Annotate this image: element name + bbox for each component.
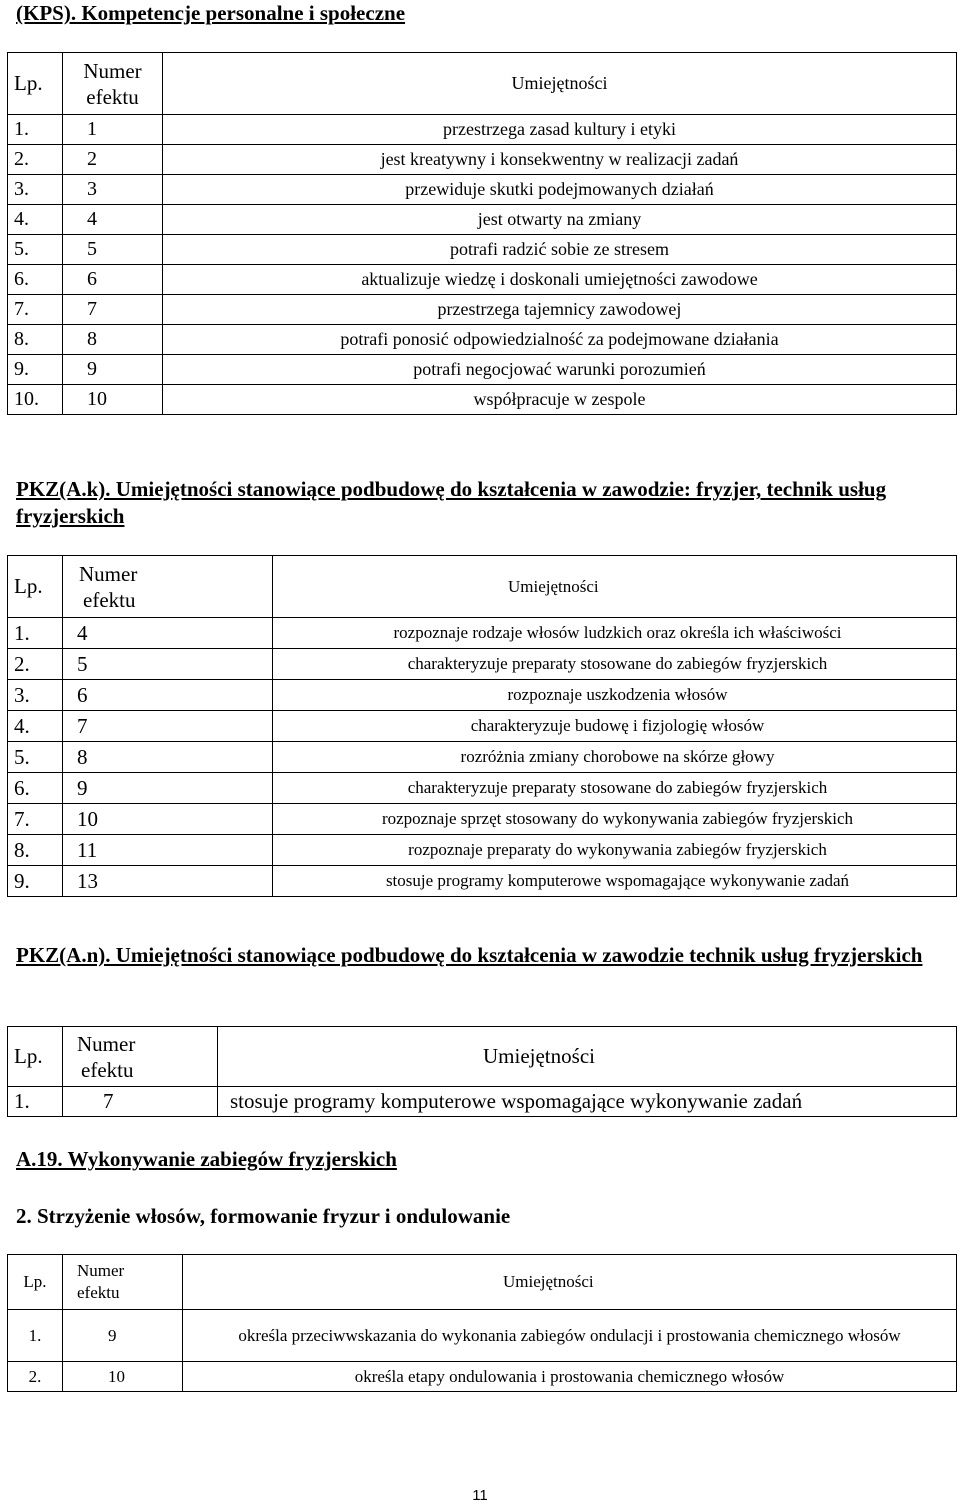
row-lp: 7. (8, 804, 63, 835)
row-number: 10 (63, 1362, 183, 1392)
table-row (8, 235, 957, 265)
table-pkz-an (7, 1026, 957, 1117)
row-skill: stosuje programy komputerowe wspomagające wykonywanie zadań (273, 866, 957, 897)
row-lp: 1. (8, 1310, 63, 1362)
row-number: 11 (63, 835, 273, 866)
row-skill: potrafi negocjować warunki porozumień (163, 355, 957, 385)
table-row (8, 742, 957, 773)
row-number: 5 (63, 649, 273, 680)
row-skill: przestrzega tajemnicy zawodowej (163, 295, 957, 325)
row-number: 8 (63, 742, 273, 773)
row-skill: jest kreatywny i konsekwentny w realizacji zadań (163, 145, 957, 175)
header-skill: Umiejętności (273, 556, 957, 618)
row-lp: 2. (8, 145, 63, 175)
header-lp: Lp. (8, 53, 63, 115)
table-row (8, 618, 957, 649)
table-row (8, 773, 957, 804)
section-heading-kps: (KPS). Kompetencje personalne i społeczne (16, 1, 406, 25)
row-skill: aktualizuje wiedzę i doskonali umiejętności zawodowe (163, 265, 957, 295)
header-number (63, 1027, 218, 1087)
row-number: 7 (63, 295, 163, 325)
header-lp: Lp. (8, 556, 63, 618)
table-row (8, 1310, 957, 1362)
row-number: 9 (63, 355, 163, 385)
row-number: 8 (63, 325, 163, 355)
row-skill: stosuje programy komputerowe wspomagające wykonywanie zadań (218, 1087, 957, 1117)
table-row (8, 1087, 957, 1117)
table-row (8, 355, 957, 385)
row-skill: rozpoznaje uszkodzenia włosów (273, 680, 957, 711)
row-lp: 10. (8, 385, 63, 415)
section-heading-a19: A.19. Wykonywanie zabiegów fryzjerskich (16, 1147, 397, 1171)
row-number: 10 (63, 804, 273, 835)
header-lp: Lp. (8, 1255, 63, 1310)
row-skill: współpracuje w zespole (163, 385, 957, 415)
header-number-line2: efektu (77, 1283, 120, 1302)
header-number (63, 53, 163, 115)
table-row (8, 1362, 957, 1392)
row-skill: charakteryzuje preparaty stosowane do zabiegów fryzjerskich (273, 773, 957, 804)
row-number: 5 (63, 235, 163, 265)
row-skill: charakteryzuje budowę i fizjologię włosów (273, 711, 957, 742)
row-lp: 3. (8, 175, 63, 205)
header-number (63, 556, 273, 618)
header-number-line1: Numer (77, 1031, 136, 1056)
row-lp: 4. (8, 711, 63, 742)
table-row (8, 325, 957, 355)
page-number: 11 (472, 1487, 488, 1504)
table-a19 (7, 1254, 957, 1392)
row-lp: 4. (8, 205, 63, 235)
header-number-line2: efektu (86, 84, 139, 109)
header-skill: Umiejętności (163, 53, 957, 115)
table-row (8, 295, 957, 325)
row-number: 13 (63, 866, 273, 897)
row-skill: rozpoznaje rodzaje włosów ludzkich oraz określa ich właściwości (273, 618, 957, 649)
row-number: 4 (63, 618, 273, 649)
row-number: 9 (63, 1310, 183, 1362)
header-number-line2: efektu (83, 587, 136, 612)
row-lp: 3. (8, 680, 63, 711)
table-row (8, 866, 957, 897)
header-skill: Umiejętności (183, 1255, 957, 1310)
row-number: 7 (63, 1087, 218, 1117)
row-skill: charakteryzuje preparaty stosowane do zabiegów fryzjerskich (273, 649, 957, 680)
row-number: 6 (63, 680, 273, 711)
row-skill: jest otwarty na zmiany (163, 205, 957, 235)
row-skill: przewiduje skutki podejmowanych działań (163, 175, 957, 205)
header-number (63, 1255, 183, 1310)
header-number-line1: Numer (77, 1261, 125, 1280)
row-skill: rozróżnia zmiany chorobowe na skórze głowy (273, 742, 957, 773)
row-lp: 2. (8, 1362, 63, 1392)
row-lp: 8. (8, 325, 63, 355)
table-row (8, 804, 957, 835)
row-lp: 5. (8, 742, 63, 773)
row-number: 9 (63, 773, 273, 804)
table-row (8, 145, 957, 175)
section-heading-pkz-an: PKZ(A.n). Umiejętności stanowiące podbudowę do kształcenia w zawodzie technik usług fryzjerskich (16, 943, 923, 967)
row-lp: 1. (8, 1087, 63, 1117)
row-lp: 2. (8, 649, 63, 680)
row-skill: określa etapy ondulowania i prostowania chemicznego włosów (183, 1362, 957, 1392)
row-skill: potrafi ponosić odpowiedzialność za podejmowane działania (163, 325, 957, 355)
row-number: 6 (63, 265, 163, 295)
header-number-line1: Numer (83, 58, 142, 83)
row-skill: rozpoznaje preparaty do wykonywania zabiegów fryzjerskich (273, 835, 957, 866)
table-row (8, 385, 957, 415)
row-lp: 8. (8, 835, 63, 866)
header-number-line2: efektu (81, 1057, 134, 1082)
table-row (8, 115, 957, 145)
table-row (8, 680, 957, 711)
row-lp: 7. (8, 295, 63, 325)
table-row (8, 205, 957, 235)
table-row (8, 265, 957, 295)
row-lp: 6. (8, 773, 63, 804)
subsection-heading: 2. Strzyżenie włosów, formowanie fryzur i ondulowanie (16, 1204, 511, 1228)
row-lp: 5. (8, 235, 63, 265)
header-skill: Umiejętności (218, 1027, 957, 1087)
table-row (8, 835, 957, 866)
header-lp: Lp. (8, 1027, 63, 1087)
row-number: 4 (63, 205, 163, 235)
row-number: 1 (63, 115, 163, 145)
row-skill: określa przeciwwskazania do wykonania zabiegów ondulacji i prostowania chemicznego włosów (183, 1310, 957, 1362)
row-skill: przestrzega zasad kultury i etyki (163, 115, 957, 145)
table-row (8, 175, 957, 205)
row-number: 2 (63, 145, 163, 175)
table-pkz-ak (7, 555, 957, 897)
row-skill: rozpoznaje sprzęt stosowany do wykonywania zabiegów fryzjerskich (273, 804, 957, 835)
row-number: 3 (63, 175, 163, 205)
row-number: 7 (63, 711, 273, 742)
table-kps (7, 52, 957, 415)
row-lp: 6. (8, 265, 63, 295)
row-lp: 1. (8, 115, 63, 145)
header-number-line1: Numer (79, 561, 138, 586)
row-skill: potrafi radzić sobie ze stresem (163, 235, 957, 265)
row-lp: 9. (8, 355, 63, 385)
row-number: 10 (63, 385, 163, 415)
table-row (8, 711, 957, 742)
section-heading-pkz-ak: PKZ(A.k). Umiejętności stanowiące podbudowę do kształcenia w zawodzie: fryzjer, technik usług fryzjerskich (16, 477, 887, 528)
table-row (8, 649, 957, 680)
row-lp: 9. (8, 866, 63, 897)
row-lp: 1. (8, 618, 63, 649)
